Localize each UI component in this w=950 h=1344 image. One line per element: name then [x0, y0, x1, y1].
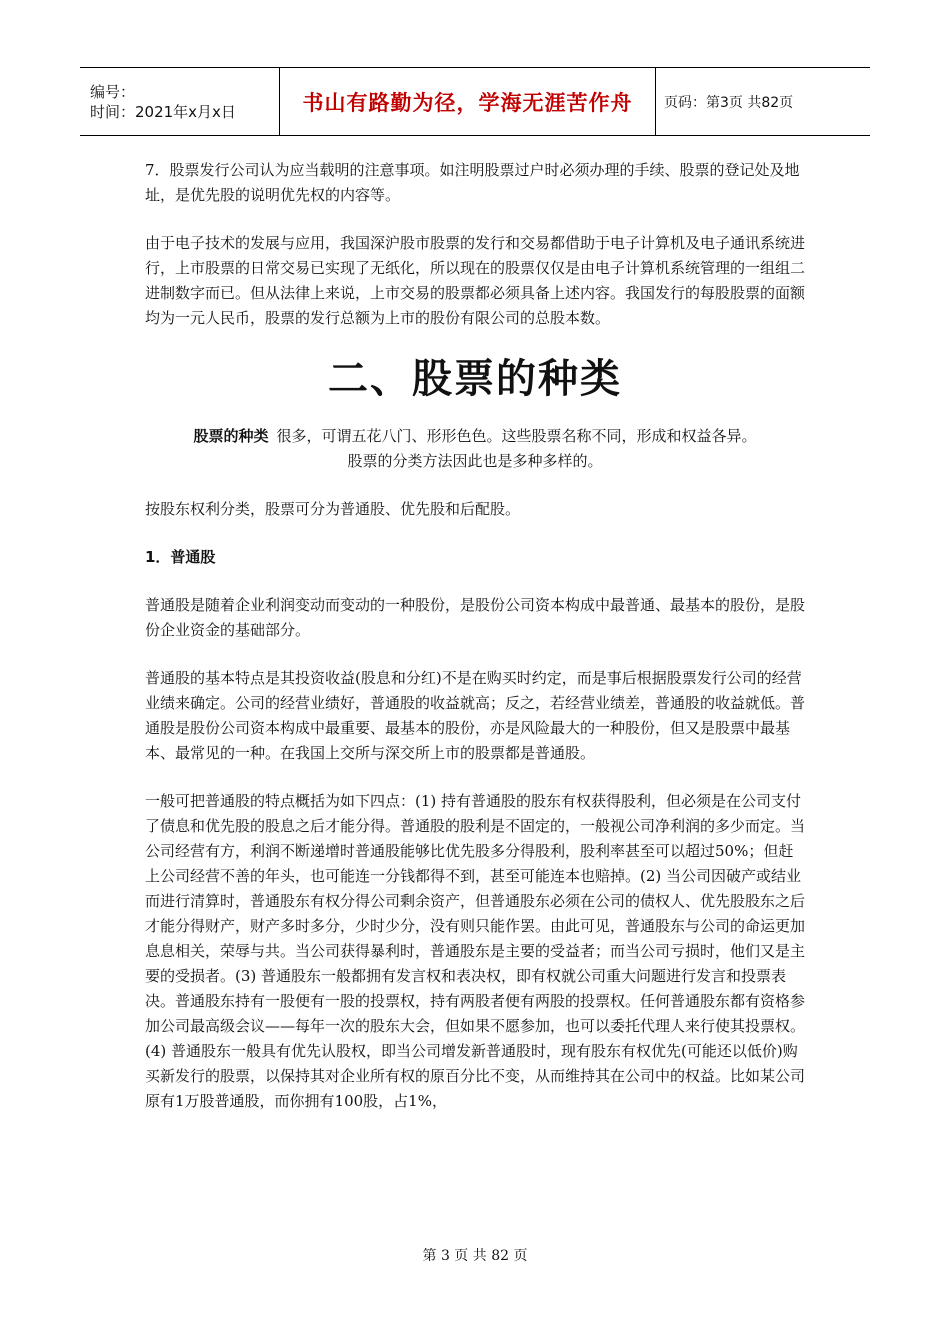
paragraph: 7．股票发行公司认为应当载明的注意事项。如注明股票过户时必须办理的手续、股票的登记处及地址，是优先股的说明优先权的内容等。 — [145, 161, 800, 204]
intro-bold-term: 股票的种类 — [193, 427, 269, 445]
paragraph: 普通股的基本特点是其投资收益(股息和分红)不是在购买时约定，而是事后根据股票发行公司的经营业绩来确定。公司的经营业绩好，普通股的收益就高；反之，若经营业绩差，普通股的收益就低。普通股是股份公司资本构成中最重要、最基本的股份，亦是风险最大的一种股份，但又是股票中最基本、最常见的一种。在我国上交所与深交所上市的股票都是普通股。 — [145, 669, 806, 762]
document-date: 时间：2021年x月x日 — [90, 102, 236, 121]
paragraph: 普通股是随着企业利润变动而变动的一种股份，是股份公司资本构成中最普通、最基本的股份，是股份企业资金的基础部分。 — [145, 596, 806, 639]
page-header — [80, 67, 870, 136]
intro-line-2: 股票的分类方法因此也是多种多样的。 — [347, 452, 603, 470]
header-page-info: 页码：第3页 共82页 — [664, 94, 794, 111]
intro-text-1: 很多，可谓五花八门、形形色色。这些股票名称不同，形成和权益各异。 — [276, 427, 757, 445]
intro-line-1 — [145, 424, 805, 449]
section-intro — [145, 424, 805, 474]
page-footer: 第 3 页 共 82 页 — [422, 1248, 528, 1264]
header-motto: 书山有路勤为径，学海无涯苦作舟 — [302, 89, 633, 115]
paragraph: 一般可把普通股的特点概括为如下四点：(1) 持有普通股的股东有权获得股利，但必须是在公司支付了债息和优先股的股息之后才能分得。普通股的股利是不固定的，一般视公司净利润的多少而定。当公司经营有方，利润不断递增时普通股能够比优先股多分得股利，股利率甚至可以超过50%；但赶上公司经营不善的年头，也可能连一分钱都得不到，甚至可能连本也赔掉。(2) 当公司因破产或结业而进行清算时，普通股东有权分得公司剩余资产，但普通股东必须在公司的债权人、优先股股东之后才能分得财产，财产多时多分，少时少分，没有则只能作罢。由此可见，普通股东与公司的命运更加息息相关，荣辱与共。当公司获得暴利时，普通股东是主要的受益者；而当公司亏损时，他们又是主要的受损者。(3) 普通股东一般都拥有发言权和表决权，即有权就公司重大问题进行发言和投票表决。普通股东持有一股便有一股的投票权，持有两股者便有两股的投票权。任何普通股东都有资格参加公司最高级会议——每年一次的股东大会，但如果不愿参加，也可以委托代理人来行使其投票权。(4) 普通股东一般具有优先认股权，即当公司增发新普通股时，现有股东有权优先(可能还以低价)购买新发行的股票，以保持其对企业所有权的原百分比不变，从而维持其在公司中的权益。比如某公司原有1万股普通股，而你拥有100股，占1%， — [145, 792, 806, 1110]
document-body — [145, 158, 805, 1137]
header-meta — [80, 68, 280, 135]
document-number-label: 编号： — [90, 82, 136, 101]
header-motto-cell — [280, 68, 656, 135]
paragraph: 由于电子技术的发展与应用，我国深沪股市股票的发行和交易都借助于电子计算机及电子通讯系统进行，上市股票的日常交易已实现了无纸化，所以现在的股票仅仅是由电子计算机系统管理的一组组二进制数字而已。但从法律上来说，上市交易的股票都必须具备上述内容。我国发行的每股股票的面额均为一元人民币，股票的发行总额为上市的股份有限公司的总股本数。 — [145, 234, 806, 327]
classification-paragraph: 按股东权利分类，股票可分为普通股、优先股和后配股。 — [145, 500, 521, 518]
section-title: 二、股票的种类 — [328, 356, 622, 402]
subheading-common-stock: 1．普通股 — [145, 548, 216, 566]
